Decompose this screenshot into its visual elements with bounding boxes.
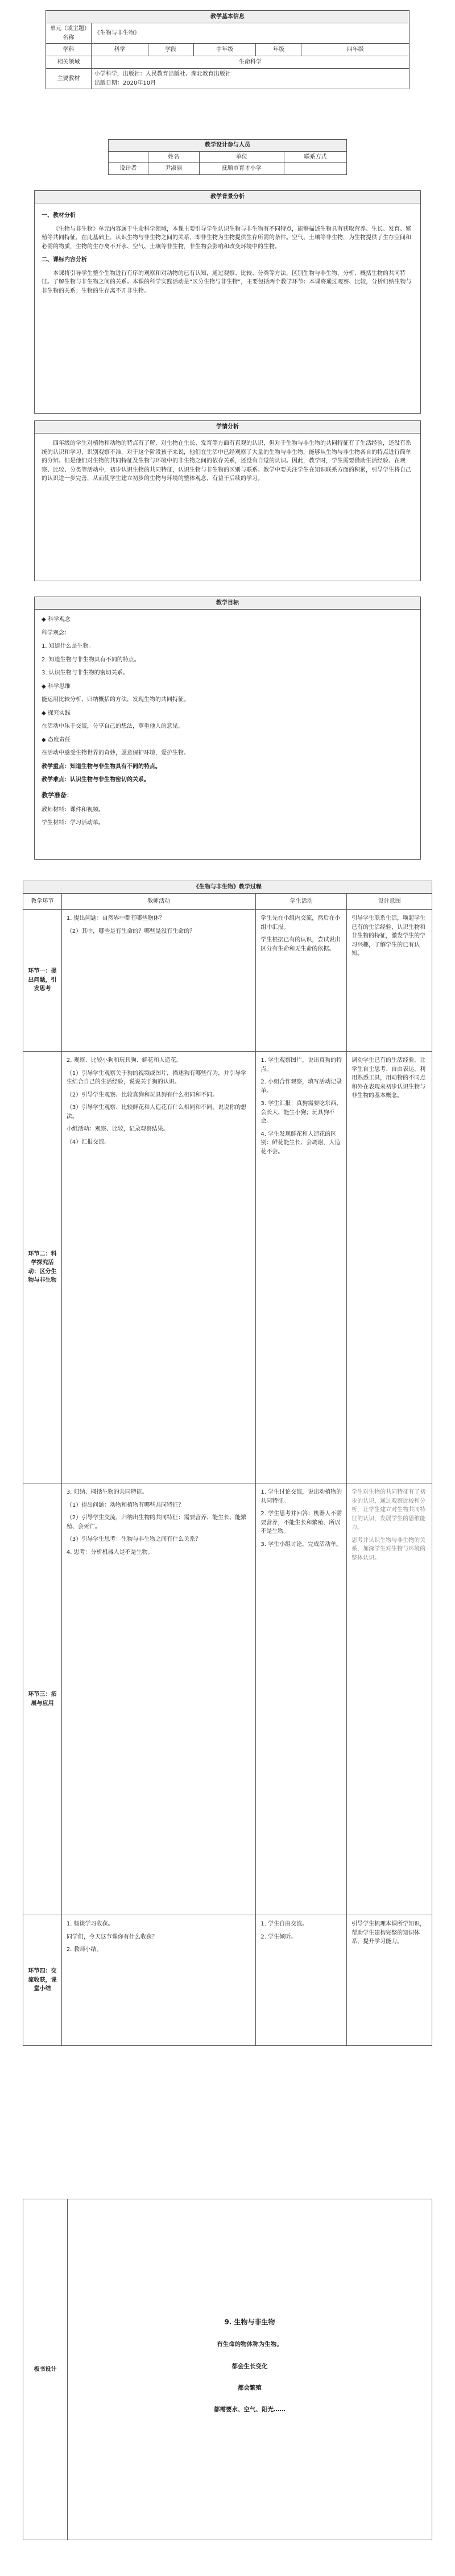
board-line: 都会生长变化	[231, 2362, 268, 2370]
section-title-basic: 教学基本信息	[46, 11, 410, 23]
board-title: 9. 生物与非生物	[224, 2317, 275, 2326]
student-activity: 1. 学生自由交流。	[260, 1921, 308, 1927]
board-line: 都会繁殖	[238, 2384, 262, 2391]
goal-inquiry-text: 在活动中乐于交流，分享自己的想法，尊重他人的意见。	[42, 723, 184, 730]
student-activity: 2. 小组合作观察，填写活动记录单。	[260, 1079, 342, 1094]
field-label: 相关领域	[46, 56, 92, 69]
stage-name: 环节四：交流收获，课堂小结	[23, 1915, 62, 2046]
material-line: 小学科学，出版社：人民教育出版社、湖北教育出版社	[94, 71, 231, 77]
student-activity: 1. 学生观察图片，说出真狗的特点。	[260, 1057, 342, 1073]
section-title-background: 教学背景分析	[35, 191, 421, 203]
teacher-activity: 3. 归纳、概括生物的共同特征。	[66, 1489, 148, 1495]
student-activity: 3. 学生小组讨论，完成活动单。	[260, 1541, 342, 1548]
standard-analysis-heading: 二、课标内容分析	[42, 257, 87, 263]
material-label: 主要教材	[46, 69, 92, 89]
board-line: 都需要水、空气、阳光……	[214, 2406, 286, 2414]
basic-info-table	[46, 10, 410, 89]
goal-heading-inquiry: ◆ 探究实践	[42, 710, 71, 716]
subject-label: 学科	[46, 44, 92, 56]
teacher-activity: 1. 畅谈学习收获。	[66, 1921, 114, 1927]
teacher-activity: 2. 观察、比较小狗和玩具狗、鲜花和人造花。	[66, 1057, 182, 1064]
design-intent: 引导学生联系生活，唤起学生已有的生活经验，认识生物和非生物的特征，激发学生的学习兴趣，了解学生的已有认知。	[351, 915, 426, 957]
designers-header: 姓名	[148, 151, 199, 163]
process-header: 设计意图	[347, 894, 432, 910]
designers-header: 联系方式	[284, 151, 347, 163]
background-table	[34, 190, 421, 414]
goal-heading-attitude: ◆ 态度责任	[42, 736, 71, 743]
student-activity: 2. 学生思考并回答：机器人不需要营养，不能生长和繁殖，所以不是生物。	[260, 1511, 342, 1535]
difficult-point: 教学难点：认识生物与非生物密切的关系。	[42, 777, 150, 783]
design-intent: 学生对生物的共同特征有了初步的认识，通过观察比较和分析，让学生建立对生物共同特征的认识，发展学生的思维能力。	[351, 1489, 426, 1531]
teacher-activity: （2）引导学生观察、比较真狗和玩具狗有什么相同和不同。	[66, 1091, 218, 1098]
teacher-activity: 同学们，今天这节课你有什么收获？	[66, 1933, 158, 1940]
student-activity: 2. 学生倾听。	[260, 1933, 297, 1940]
student-analysis-table	[34, 420, 421, 581]
designers-table	[108, 139, 347, 175]
prep-teacher: 教师材料：课件和视频。	[42, 806, 104, 813]
section-title-designers: 教学设计参与人员	[109, 140, 347, 152]
teacher-activity: （1）引导学生观察关于狗的视频或图片，描述狗有哪些行为，并引导学生结合自己的生活经验，说说关于狗的认识。	[66, 1070, 247, 1085]
process-header: 学生活动	[256, 894, 347, 910]
designers-header	[109, 151, 148, 163]
textbook-analysis-text: 《生物与非生物》单元内容属于生命科学领域，本课主要引导学生认识生物与非生物有不同特点，能够描述生物具有获取营养、生长、发育、繁殖等共同特征，在此基础上，认识生物与非生物之间的关系，即非生物为生物提供生存所需的条件。空气、土壤等非生物，为生物提供了生存空间和必需的物质，生物的生存离不开水、空气、土壤等非生物，非生物会影响和改变环境中的生物。	[42, 226, 411, 250]
standard-analysis-text: 本课将引导学生整个生物进行有序的观察和对动物的已有认知，通过观察、比较、分类等方法，区别生物与非生物，分析、概括生物的共同特征。了解生物与非生物之间的关系。本课的科学实践活动是“区分生物与非生物”，主要包括两个教学环节：本课将通过观察、比较，分析归纳生物与非生物的关系；生物的生存离不开非生物。	[42, 270, 412, 294]
grade-label: 年级	[256, 44, 301, 56]
student-activity: 1. 学生讨论交流，说出动植物的共同特征。	[260, 1489, 342, 1504]
student-activity: 4. 学生发现鲜花和人造花的区别：鲜花能生长、会凋谢，人造花不会。	[260, 1131, 341, 1155]
board-design-table	[23, 2199, 432, 2540]
board-line: 有生命的物体称为生物。	[217, 2341, 283, 2348]
unit-value: 《生物与非生物》	[91, 23, 409, 44]
teacher-activity: （4）汇报交流。	[66, 1139, 110, 1145]
teacher-activity: 1. 提出问题：自然界中都有哪些物体？	[66, 915, 165, 922]
stage-name: 环节一：提出问题，引发思考	[23, 910, 62, 1052]
designer-role: 设计者	[109, 163, 148, 175]
stage-name: 环节二：科学探究活动：区分生物与非生物	[23, 1052, 62, 1483]
teacher-activity: （1）提出问题：动物和植物有哪些共同特征？	[66, 1502, 184, 1508]
textbook-analysis-heading: 一、教材分析	[42, 212, 76, 219]
section-title-student: 学情分析	[35, 421, 421, 433]
goal-science-item: 2. 知道生物与非生物具有不同的特点。	[42, 656, 140, 663]
process-header: 教师活动	[61, 894, 255, 910]
section-title-process: 《生物与非生物》教学过程	[23, 881, 432, 894]
designer-contact	[284, 163, 347, 175]
goal-attitude-text: 在活动中感受生物世界的奇妙，愿意保护环境，爱护生物。	[42, 750, 189, 756]
prep-student: 学生材料：学习活动单。	[42, 820, 104, 827]
teacher-activity: （2）其中，哪些是有生命的？哪些是没有生命的？	[66, 928, 196, 935]
design-intent: 引导学生梳理本课所学知识，帮助学生建构完整的知识体系，提升学习能力。	[351, 1921, 426, 1945]
goals-table	[34, 597, 421, 860]
grade-value: 四年级	[301, 44, 410, 56]
key-point: 教学重点：知道生物与非生物具有不同的特点。	[42, 763, 161, 770]
designer-unit: 抚顺市育才小学	[199, 163, 284, 175]
student-activity: 学生根据已有的认识，尝试说出区分有生命和无生命的依据。	[260, 937, 341, 952]
student-activity: 学生先在小组内交流，然后在小组中汇报。	[260, 915, 341, 931]
designer-name: 尹淑丽	[148, 163, 199, 175]
teacher-activity: （2）引导学生交流，归纳出生物的共同特征：需要营养、能生长、能繁殖、会死亡。	[66, 1515, 247, 1530]
field-value: 生命科学	[91, 56, 409, 69]
teacher-activity: （3）引导学生观察、比较鲜花和人造花有什么相同和不同，说说你的想法。	[66, 1104, 247, 1120]
goal-science-item: 3. 认识生物与非生物的密切关系。	[42, 670, 129, 676]
design-intent: 调动学生已有的生活经验，让学生自主思考、自由表达，利用熟悉工具，用动物的不同点和外在表现来初步认识生物与非生物的基本概念。	[351, 1057, 426, 1099]
student-activity: 3. 学生汇报：真狗需要吃东西、会长大、能生小狗；玩具狗不会。	[260, 1101, 342, 1124]
material-line: 出版日期：2020年10月	[94, 80, 156, 86]
unit-label: 单元（或主题）名称	[46, 23, 92, 44]
goal-thinking-text: 能运用比较分析、归纳概括的方法，发现生物的共同特征。	[42, 697, 189, 703]
prep-heading: 教学准备：	[42, 791, 73, 799]
stage-name: 环节三：拓展与应用	[23, 1483, 62, 1915]
goal-science-intro: 科学观念：	[42, 630, 70, 636]
stage-value: 中年级	[193, 44, 256, 56]
teacher-activity: 小组活动：观察、比较，记录观察结果。	[66, 1126, 169, 1132]
teacher-activity: 4. 思考：分析机器人是不是生物。	[66, 1549, 154, 1556]
goal-heading-science: ◆ 科学观念	[42, 616, 71, 623]
stage-label: 学段	[148, 44, 193, 56]
teacher-activity: （3）引导学生思考：生物与非生物之间有什么关系？	[66, 1536, 201, 1543]
designers-header: 单位	[199, 151, 284, 163]
design-intent: 思考并认识生物与非生物的关系，加深学生对生物与环境的整体认识。	[351, 1537, 426, 1561]
subject-value: 科学	[91, 44, 148, 56]
board-label: 板书设计	[23, 2199, 68, 2540]
process-table	[23, 881, 432, 2046]
student-analysis-text: 四年级的学生对植物和动物的特点有了解，对生物在生长、发育等方面有直观的认识，但对于生物与非生物的共同特征有了生活经验，还没有系统的认识和学习，识别观察不准，对于这个阶段孩子来说，他们在生活中已经观察了大量的生物与非生物，能够从生物与非生物各自的特点进行简单的分辨。但是他们对生物的共同特征及生物与环境中的非生物之间的依存关系，还没有自觉的认识。因此，教学时，学生需要借助生活经验、在观察、比较、分类等活动中，初步认识生物的共同特征，认识生物与非生物的区别与联系。教学中要关注学生在知识联系方面的积累，引导学生将自己的认识进一步完善，从而使学生建立初步的生物与环境的整体观念，有益于后续的学习。	[42, 440, 411, 482]
process-header: 教学环节	[23, 894, 62, 910]
teacher-activity: 2. 教师小结。	[66, 1946, 102, 1953]
section-title-goals: 教学目标	[35, 597, 421, 610]
goal-heading-thinking: ◆ 科学思维	[42, 683, 71, 690]
goal-science-item: 1. 知道什么是生物。	[42, 643, 94, 649]
